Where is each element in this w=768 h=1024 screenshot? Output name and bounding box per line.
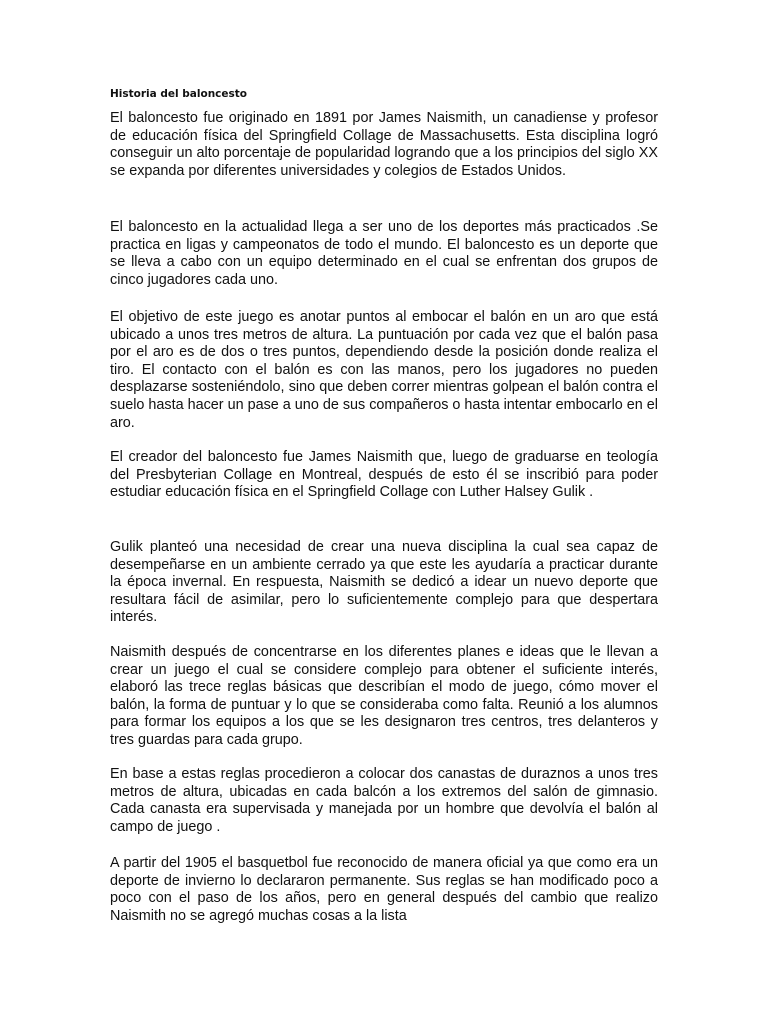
paragraph-recognition: A partir del 1905 el basquetbol fue reconocido de manera oficial ya que como era un deporte de invierno lo declararon permanente. Sus reglas se han modificado poco a poco con el paso de los años, pero en general después del cambio que realizo Naismith no se agregó muchas cosas a la lista bbox=[110, 855, 658, 924]
paragraph-gulik: Gulik planteó una necesidad de crear una nueva disciplina la cual sea capaz de desempeñarse en un ambiente cerrado ya que este les ayudaría a practicar durante la época invernal. En respuesta, Naismith se dedicó a idear un nuevo deporte que resultara fácil de asimilar, pero lo suficientemente complejo para que despertara interés. bbox=[110, 539, 658, 626]
paragraph-origin: El baloncesto fue originado en 1891 por James Naismith, un canadiense y profesor de educación física del Springfield Collage de Massachusetts. Esta disciplina logró conseguir un alto porcentaje de popularidad logrando que a los principios del siglo XX se expanda por diferentes universidades y colegios de Estados Unidos. bbox=[110, 110, 658, 179]
paragraph-baskets: En base a estas reglas procedieron a colocar dos canastas de duraznos a unos tres metros de altura, ubicadas en cada balcón a los extremos del salón de gimnasio. Cada canasta era supervisada y manejada por un hombre que devolvía el balón al campo de juego . bbox=[110, 766, 658, 835]
paragraph-creator: El creador del baloncesto fue James Naismith que, luego de graduarse en teología del Presbyterian Collage en Montreal, después de esto él se inscribió para poder estudiar educación física en el Springfield Collage con Luther Halsey Gulik . bbox=[110, 449, 658, 501]
document-title: Historia del baloncesto bbox=[110, 88, 247, 100]
paragraph-rules: Naismith después de concentrarse en los diferentes planes e ideas que le llevan a crear un juego el cual se considere complejo para obtener el suficiente interés, elaboró las trece reglas básicas que describían el modo de juego, cómo mover el balón, la forma de puntuar y lo que se consideraba como falta. Reunió a los alumnos para formar los equipos a los que se les designaron tres centros, tres delanteros y tres guardas para cada grupo. bbox=[110, 644, 658, 748]
paragraph-popularity: El baloncesto en la actualidad llega a ser uno de los deportes más practicados .Se practica en ligas y campeonatos de todo el mundo. El baloncesto es un deporte que se lleva a cabo con un equipo determinado en el cual se enfrentan dos grupos de cinco jugadores cada uno. bbox=[110, 219, 658, 288]
paragraph-objective: El objetivo de este juego es anotar puntos al embocar el balón en un aro que está ubicado a unos tres metros de altura. La puntuación por cada vez que el balón pasa por el aro es de dos o tres puntos, dependiendo desde la posición donde realiza el tiro. El contacto con el balón es con las manos, pero los jugadores no pueden desplazarse sosteniéndolo, sino que deben correr mientras golpean el balón contra el suelo hasta hacer un pase a uno de sus compañeros o hasta intentar embocarlo en el aro. bbox=[110, 309, 658, 431]
